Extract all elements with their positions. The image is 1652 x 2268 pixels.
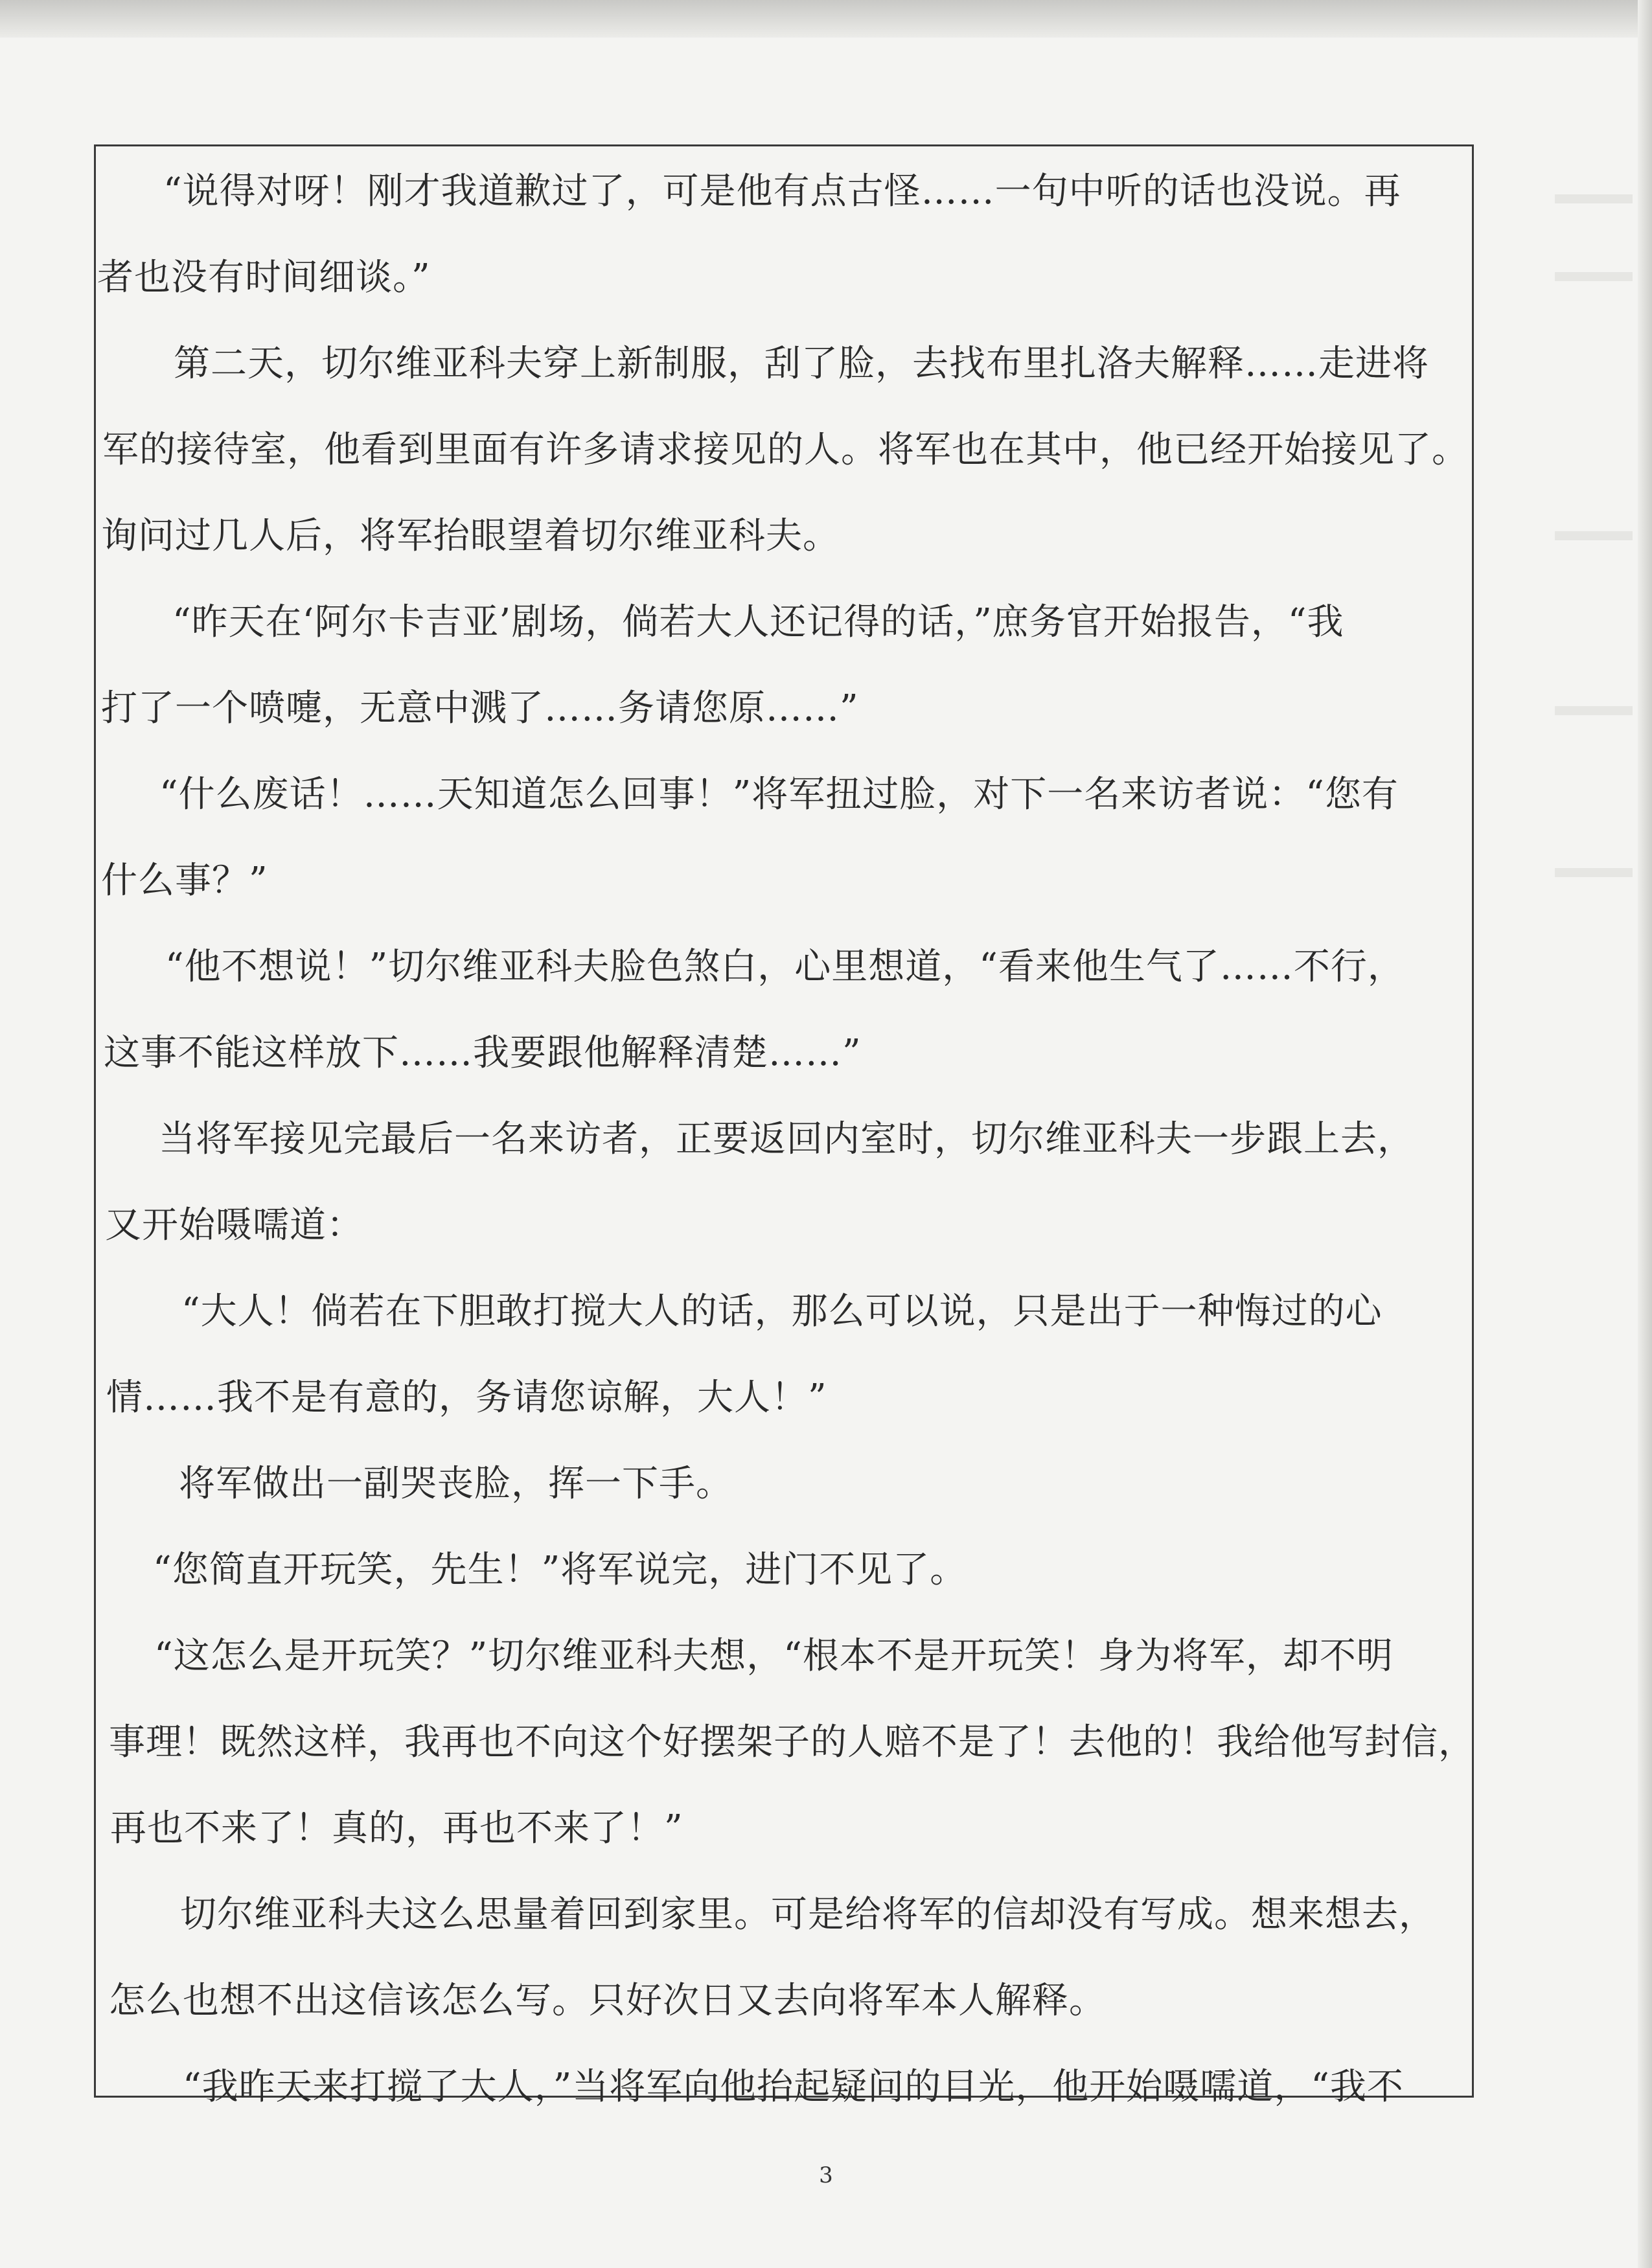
- text-body: [97, 163, 1475, 2145]
- text-line: 情……我不是有意的，务请您谅解，大人！”: [106, 1377, 827, 1419]
- scan-shadow-top: [0, 0, 1652, 38]
- bleed-through-mark: [1555, 272, 1633, 281]
- text-line: 再也不来了！真的，再也不来了！”: [110, 1807, 683, 1850]
- text-line: “说得对呀！刚才我道歉过了，可是他有点古怪……一句中听的话也没说。再: [163, 170, 1401, 212]
- text-line: 怎么也想不出这信该怎么写。只好次日又去向将军本人解释。: [109, 1980, 1106, 2022]
- text-line: 又开始嗫嚅道：: [105, 1204, 363, 1246]
- text-line: 事理！既然这样，我再也不向这个好摆架子的人赔不是了！去他的！我给他写封信，: [109, 1721, 1475, 1763]
- text-line: 这事不能这样放下……我要跟他解释清楚……”: [104, 1032, 862, 1074]
- text-line: 切尔维亚科夫这么思量着回到家里。可是给将军的信却没有写成。想来想去，: [180, 1894, 1436, 1936]
- text-line: 打了一个喷嚏，无意中溅了……务请您原……”: [101, 687, 859, 729]
- page-number: 3: [819, 2162, 833, 2188]
- bleed-through-mark: [1555, 706, 1633, 715]
- bleed-through-mark: [1555, 531, 1633, 540]
- bleed-through-mark: [1555, 868, 1633, 877]
- text-line: “昨天在‘阿尔卡吉亚’剧场，倘若大人还记得的话，”庶务官开始报告，“我: [172, 601, 1344, 643]
- text-line: 询问过几人后，将军抬眼望着切尔维亚科夫。: [101, 515, 840, 557]
- text-line: 军的接待室，他看到里面有许多请求接见的人。将军也在其中，他已经开始接见了。: [102, 429, 1469, 471]
- text-line: “您简直开玩笑，先生！”将军说完，进门不见了。: [153, 1549, 967, 1591]
- text-line: 将军做出一副哭丧脸，挥一下手。: [179, 1463, 733, 1505]
- text-line: 者也没有时间细谈。”: [97, 257, 431, 299]
- bleed-through-mark: [1555, 194, 1633, 203]
- text-line: “我昨天来打搅了大人，”当将军向他抬起疑问的目光，他开始嗫嚅道，“我不: [183, 2066, 1404, 2108]
- text-line: “这怎么是开玩笑？”切尔维亚科夫想，“根本不是开玩笑！身为将军，却不明: [154, 1635, 1394, 1677]
- text-line: “什么废话！……天知道怎么回事！”将军扭过脸，对下一名来访者说：“您有: [159, 773, 1399, 816]
- text-line: “大人！倘若在下胆敢打搅大人的话，那么可以说，只是出于一种悔过的心: [181, 1290, 1382, 1333]
- text-line: 当将军接见完最后一名来访者，正要返回内室时，切尔维亚科夫一步跟上去，: [159, 1118, 1414, 1160]
- text-line: “他不想说！”切尔维亚科夫脸色煞白，心里想道，“看来他生气了……不行，: [165, 946, 1405, 988]
- scan-shadow-right: [1638, 0, 1652, 2268]
- text-line: 第二天，切尔维亚科夫穿上新制服，刮了脸，去找布里扎洛夫解释……走进将: [174, 343, 1429, 385]
- text-line: 什么事？”: [101, 860, 268, 902]
